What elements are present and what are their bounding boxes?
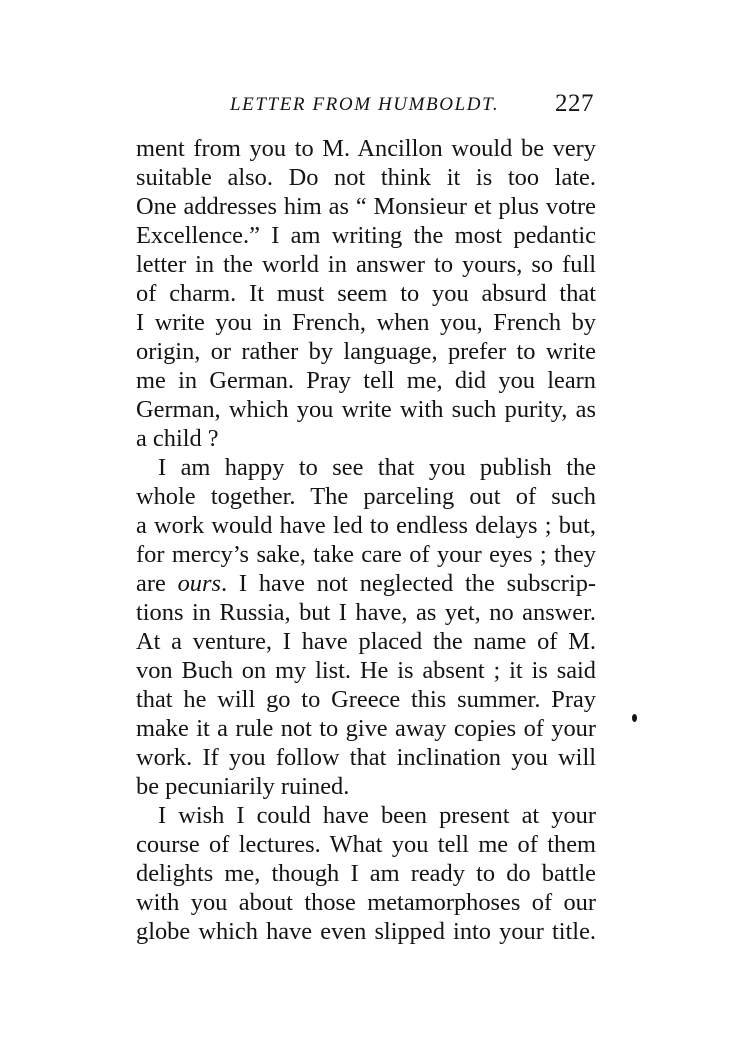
margin-ink-mark — [632, 714, 637, 722]
text-line: ment from you to M. Ancillon would be very — [136, 135, 596, 162]
text-line: that he will go to Greece this summer. Pray — [136, 686, 596, 713]
text-line: I write you in French, when you, French by — [136, 309, 596, 336]
text-line: a work would have led to endless delays ; but, — [136, 512, 596, 539]
line-segment: are — [136, 570, 178, 597]
text-line: whole together. The parceling out of such — [136, 483, 596, 510]
paragraph-end-line: a child ? — [136, 425, 219, 452]
text-line: for mercy’s sake, take care of your eyes ; they — [136, 541, 596, 568]
paragraph-end-line: be pecuniarily ruined. — [136, 773, 350, 800]
page-number: 227 — [555, 90, 594, 117]
text-line: delights me, though I am ready to do battle — [136, 860, 596, 887]
line-segment: . I have not neglected the subscrip- — [220, 570, 597, 597]
text-line: me in German. Pray tell me, did you learn — [136, 367, 596, 394]
body-text — [136, 134, 596, 946]
text-line: suitable also. Do not think it is too late. — [136, 164, 596, 191]
paragraph-start-line: I am happy to see that you publish the — [158, 454, 596, 481]
text-line: course of lectures. What you tell me of them — [136, 831, 596, 858]
emphasized-word: ours — [177, 570, 221, 597]
text-line: work. If you follow that inclination you will — [136, 744, 596, 771]
text-line: of charm. It must seem to you absurd that — [136, 280, 596, 307]
text-line: globe which have even slipped into your title. — [136, 918, 596, 945]
running-title: LETTER FROM HUMBOLDT. — [230, 94, 500, 115]
text-line: with you about those metamorphoses of our — [136, 889, 596, 916]
text-line: von Buch on my list. He is absent ; it is said — [136, 657, 596, 684]
text-line: At a venture, I have placed the name of M. — [136, 628, 596, 655]
text-line: letter in the world in answer to yours, so full — [136, 251, 596, 278]
text-line: origin, or rather by language, prefer to write — [136, 338, 596, 365]
text-line: tions in Russia, but I have, as yet, no answer. — [136, 599, 596, 626]
paragraph-start-line: I wish I could have been present at your — [158, 802, 596, 829]
text-line: Excellence.” I am writing the most pedantic — [136, 222, 596, 249]
running-head — [138, 90, 596, 124]
text-line: German, which you write with such purity, as — [136, 396, 596, 423]
text-line-with-emphasis — [136, 569, 596, 598]
text-line: One addresses him as “ Monsieur et plus votre — [136, 193, 596, 220]
text-line: make it a rule not to give away copies of your — [136, 715, 596, 742]
